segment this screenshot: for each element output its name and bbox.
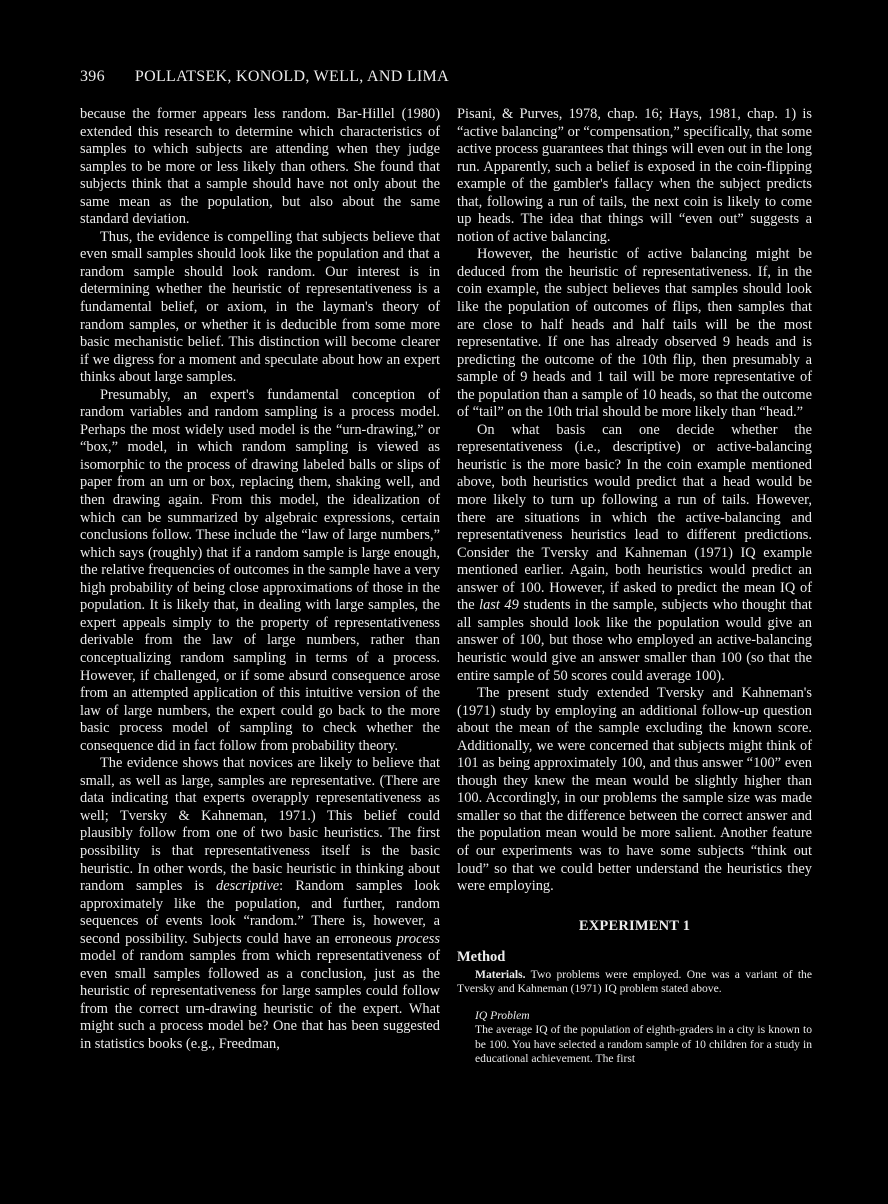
paragraph: [457, 422, 812, 685]
text-run: : Random samples look approximately like the population, and further, random sequences of events look “random.” There is, however, a second possibility. Subjects could have an erroneous: [80, 878, 440, 947]
problem-title: IQ Problem: [475, 1008, 530, 1022]
italic-term: process: [396, 930, 440, 947]
subsection-title: Method: [457, 949, 506, 966]
problem-block: [475, 1009, 812, 1067]
text-run: On what basis can one decide whether the representativeness (i.e., descriptive) or active-balancing heuristic is the more basic? In the coin example mentioned above, both heuristics would predict that a head would be more likely to turn up following a run of tails. However, there are situations in which the active-balancing and representativeness heuristics lead to different predictions. Consider the Tversky and Kahneman (1971) IQ example mentioned earlier. Again, both heuristics would predict an answer of 100. However, if asked to predict the mean IQ of the: [457, 421, 812, 614]
problem-text: The average IQ of the population of eighth-graders in a city is known to be 100. You have selected a random sample of 10 children for a study in educational achievement. The first: [475, 1023, 812, 1066]
left-column: [80, 106, 440, 1054]
paragraph: [80, 755, 440, 1053]
paragraph: [457, 968, 812, 997]
paragraph: However, the heuristic of active balancing might be deduced from the heuristic of representativeness. If, in the coin example, the subject believes that samples should look like the population of outcomes of flips, then samples that are close to half heads and half tails will be the most representative. If one has already observed 9 heads and is predicting the outcome of the 10th flip, then presumably a sample of 9 heads and 1 tail will be more representative of the population than a sample of 10 heads, so that the outcome of “tail” on the 10th trial should be more likely than “head.”: [457, 246, 812, 421]
paragraph: Pisani, & Purves, 1978, chap. 16; Hays, 1981, chap. 1) is “active balancing” or “compensation,” specifically, that some active process guarantees that things will even out in the long run. Apparently, such a belief is exposed in the coin-flipping example of the gambler's fallacy when the subject predicts that, following a run of tails, the next coin is likely to come up heads. The idea that things will “even out” suggests a notion of active balancing.: [457, 106, 812, 245]
text-run: Two problems were employed. One was a variant of the Tversky and Kahneman (1971) IQ problem stated above.: [457, 967, 812, 996]
paragraph: Thus, the evidence is compelling that subjects believe that even small samples should look like the population and that a random sample should look random. Our interest is in determining whether the heuristic of representativeness is a fundamental belief, or axiom, in the layman's theory of random samples, or whether it is deducible from some more basic mechanistic belief. This distinction will become clearer if we digress for a moment and speculate about how an expert thinks about large samples.: [80, 228, 440, 386]
paragraph: Presumably, an expert's fundamental conception of random variables and random sampling is a process model. Perhaps the most widely used model is the “urn-drawing,” or “box,” model, in which random sampling is viewed as isomorphic to the process of drawing labeled balls or slips of paper from an urn or box, replacing them, shaking well, and then drawing again. From this model, the idealization of which can be summarized by algebraic expressions, certain conclusions follow. These include the “law of large numbers,” which says (roughly) that if a random sample is large enough, the relative frequencies of outcomes in the sample have a very high probability of being close approximations of those in the population. It is likely that, in dealing with large samples, the expert appeals simply to the property of representativeness derivable from the law of large numbers, rather than conceptualizing random sampling in terms of a process. However, if challenged, or if some absurd consequence arose from an attempted application of this intuitive version of the law of large numbers, the expert could go back to the more basic process model of sampling to check whether the consequence did in fact follow from probability theory.: [80, 386, 440, 754]
text-run: students in the sample, subjects who thought that all samples should look like the population would give an answer of 100, but those who employed an active-balancing heuristic would give an answer smaller than 100 (so that the entire sample of 50 scores could average 100).: [457, 597, 812, 684]
italic-term: descriptive: [216, 878, 280, 895]
paragraph: because the former appears less random. Bar-Hillel (1980) extended this research to determine which characteristics of samples to which subjects are attending when they judge samples to be more or less likely than others. She found that subjects think that a sample should have not only about the same mean as the population, but also about the same standard deviation.: [80, 106, 440, 228]
italic-term: last 49: [479, 597, 519, 614]
running-header: [80, 68, 449, 86]
text-run: The evidence shows that novices are likely to believe that small, as well as large, samples are representative. (There are data indicating that experts overapply representativeness as well; Tversky & Kahneman, 1971.) This belief could plausibly follow from one of two basic heuristics. The first possibility is that representativeness itself is the basic heuristic. In other words, the basic heuristic in thinking about random samples is: [80, 755, 440, 895]
paragraph: The present study extended Tversky and Kahneman's (1971) study by employing an additional follow-up question about the mean of the sample excluding the known score. Additionally, we were concerned that subjects might think of 101 as being approximately 100, and thus answer “100” even though they knew the mean would be slightly higher than 100. Accordingly, in our problems the sample size was made smaller so that the difference between the correct answer and the population mean would be more salient. Another feature of our experiments was to have some subjects “think out loud” so that we could better understand the heuristics they were employing.: [457, 685, 812, 895]
text-run: model of random samples from which representativeness of even small samples followed as a conclusion, just as the heuristic of representativeness for large samples could follow from the correct urn-drawing heuristic of the expert. What might such a process model be? One that has been suggested in statistics books (e.g., Freedman,: [80, 948, 440, 1052]
running-title: POLLATSEK, KONOLD, WELL, AND LIMA: [134, 68, 449, 85]
materials-label: Materials.: [475, 967, 526, 981]
page-number: 396: [80, 68, 105, 85]
section-title: EXPERIMENT 1: [578, 917, 691, 934]
method-text: [457, 968, 812, 1067]
right-column: [457, 106, 812, 1067]
